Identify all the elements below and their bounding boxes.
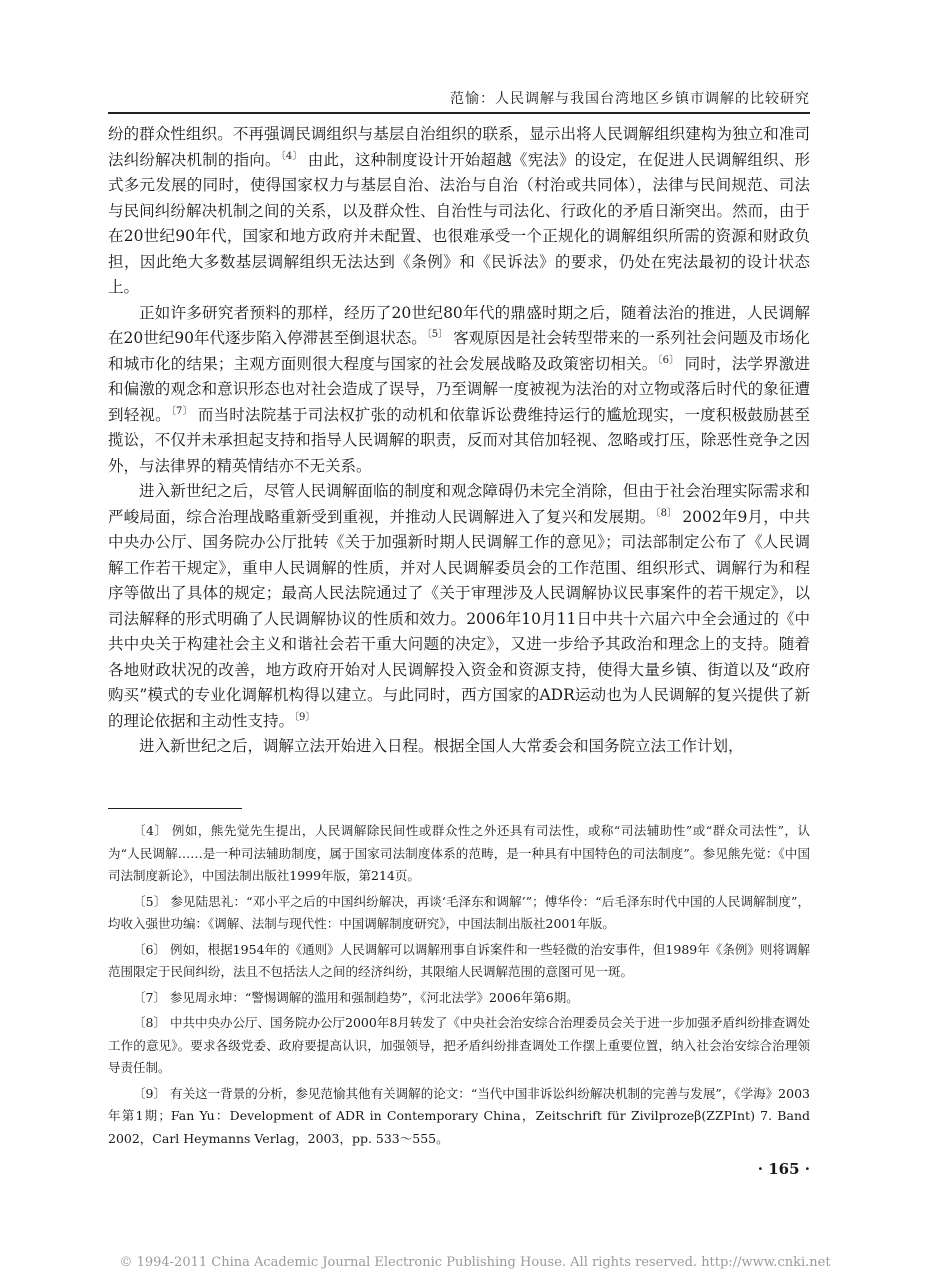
footnote-reference[interactable]: 〔4〕 [280,150,303,162]
footnote-item: 〔6〕 例如，根据1954年的《通则》人民调解可以调解刑事自诉案件和一些轻微的治安事件，但1989年《条例》则将调解范围限定于民间纠纷，法且不包括法人之间的经济纠纷，其限缩人民调解范围的意图可见一斑。 [108,941,810,979]
body-paragraph [108,301,810,480]
header-rule [108,112,810,113]
body-text-segment: 由此，这种制度设计开始超越《宪法》的设定，在促进人民调解组织、形式多元发展的同时，使得国家权力与基层自治、法治与自治（村治或共同体），法律与民间规范、司法与民间纠纷解决机制之间的关系，以及群众性、自治性与司法化、行政化的矛盾日渐突出。然而，由于在20世纪90年代，国家和地方政府并未配置、也很难承受一个正规化的调解组织所需的资源和财政负担，因此绝大多数基层调解组织无法达到《条例》和《民诉法》的要求，仍处在宪法最初的设计状态上。 [108,150,810,296]
copyright-notice: © 1994-2011 China Academic Journal Electronic Publishing House. All rights reserved. http://www.cnki.net [119,1255,831,1270]
page-number: · 165 · [757,1160,810,1178]
body-paragraph [108,479,810,734]
footnote-item: 〔8〕 中共中央办公厅、国务院办公厅2000年8月转发了《中央社会治安综合治理委员会关于进一步加强矛盾纠纷排查调处工作的意见》。要求各级党委、政府要提高认识，加强领导，把矛盾纠纷排查调处工作摆上重要位置，纳入社会治安综合治理领导责任制。 [108,1015,810,1075]
footnote-item: 〔9〕 有关这一背景的分析，参见范愉其他有关调解的论文：“当代中国非诉讼纠纷解决机制的完善与发展”，《学海》2003年第1期；Fan Yu：Development of ADR in Contemporary China，Zeitschrift für Zivilprozeβ(ZZPInt) 7. Band 2002，Carl Heymanns Verlag，2003，pp. 533～555。 [108,1085,810,1146]
footnote-reference[interactable]: 〔6〕 [657,354,680,366]
body-text-segment: 同时，法学界激进和偏激的观念和意识形态也对社会造成了误导，乃至调解一度被视为法治的对立物或落后时代的象征遭到轻视。 [108,354,810,424]
footnote-item: 〔7〕 参见周永坤：“警惕调解的滥用和强制趋势”，《河北法学》2006年第6期。 [133,989,579,1005]
body-text-segment: 纷的群众性组织。不再强调民调组织与基层自治组织的联系，显示出将人民调解组织建构为独立和准司法纠纷解决机制的指向。 [108,125,810,169]
footnote-separator [108,808,242,809]
body-text-segment: 正如许多研究者预料的那样，经历了20世纪80年代的鼎盛时期之后，随着法治的推进，人民调解在20世纪90年代逐步陷入停滞甚至倒退状态。 [108,303,810,347]
body-text-segment: 客观原因是社会转型带来的一系列社会问题及市场化和城市化的结果；主观方面则很大程度与国家的社会发展战略及政策密切相关。 [108,329,810,373]
body-paragraph [108,734,810,760]
body-text-segment: 进入新世纪之后，尽管人民调解面临的制度和观念障碍仍未完全消除，但由于社会治理实际需求和严峻局面，综合治理战略重新受到重视，并推动人民调解进入了复兴和发展期。 [108,482,810,526]
footnote-reference[interactable]: 〔8〕 [655,507,678,519]
body-text-segment: 而当时法院基于司法权扩张的动机和依靠诉讼费维持运行的尴尬现实，一度积极鼓励甚至揽讼，不仅并未承担起支持和指导人民调解的职责，反而对其倍加轻视、忽略或打压，除恶性竞争之因外，与法律界的精英情结亦不无关系。 [108,405,810,475]
footnote-reference[interactable]: 〔7〕 [170,405,193,417]
footnote-item: 〔5〕 参见陆思礼：“邓小平之后的中国纠纷解决，再谈‘毛泽东和调解’”；傅华伶：“后毛泽东时代中国的人民调解制度”，均收入强世功编：《调解、法制与现代性：中国调解制度研究》，中国法制出版社2001年版。 [108,893,810,931]
footnote-reference[interactable]: 〔5〕 [426,328,449,340]
article-body [108,122,810,760]
body-text-segment: 2002年9月，中共中央办公厅、国务院办公厅批转《关于加强新时期人民调解工作的意见》；司法部制定公布了《人民调解工作若干规定》，重申人民调解的性质，并对人民调解委员会的工作范围、组织形式、调解行为和程序等做出了具体的规定；最高人民法院通过了《关于审理涉及人民调解协议民事案件的若干规定》，以司法解释的形式明确了人民调解协议的性质和效力。2006年10月11日中共十六届六中全会通过的《中共中央关于构建社会主义和谐社会若干重大问题的决定》，又进一步给予其政治和理念上的支持。随着各地财政状况的改善，地方政府开始对人民调解投入资金和资源支持，使得大量乡镇、街道以及“政府购买”模式的专业化调解机构得以建立。与此同时，西方国家的ADR运动也为人民调解的复兴提供了新的理论依据和主动性支持。 [108,507,810,730]
running-header: 范愉：人民调解与我国台湾地区乡镇市调解的比较研究 [108,88,810,114]
footnote-reference[interactable]: 〔9〕 [294,711,316,723]
body-paragraph [108,122,810,301]
footnote-item: 〔4〕 例如，熊先觉先生提出，人民调解除民间性或群众性之外还具有司法性，或称“司法辅助性”或“群众司法性”，认为“人民调解……是一种司法辅助制度，属于国家司法制度体系的范畴，是一种具有中国特色的司法制度”。参见熊先觉：《中国司法制度新论》，中国法制出版社1999年版，第214页。 [108,823,810,883]
body-text-segment: 进入新世纪之后，调解立法开始进入日程。根据全国人大常委会和国务院立法工作计划， [139,737,744,755]
footnotes [108,820,810,1153]
